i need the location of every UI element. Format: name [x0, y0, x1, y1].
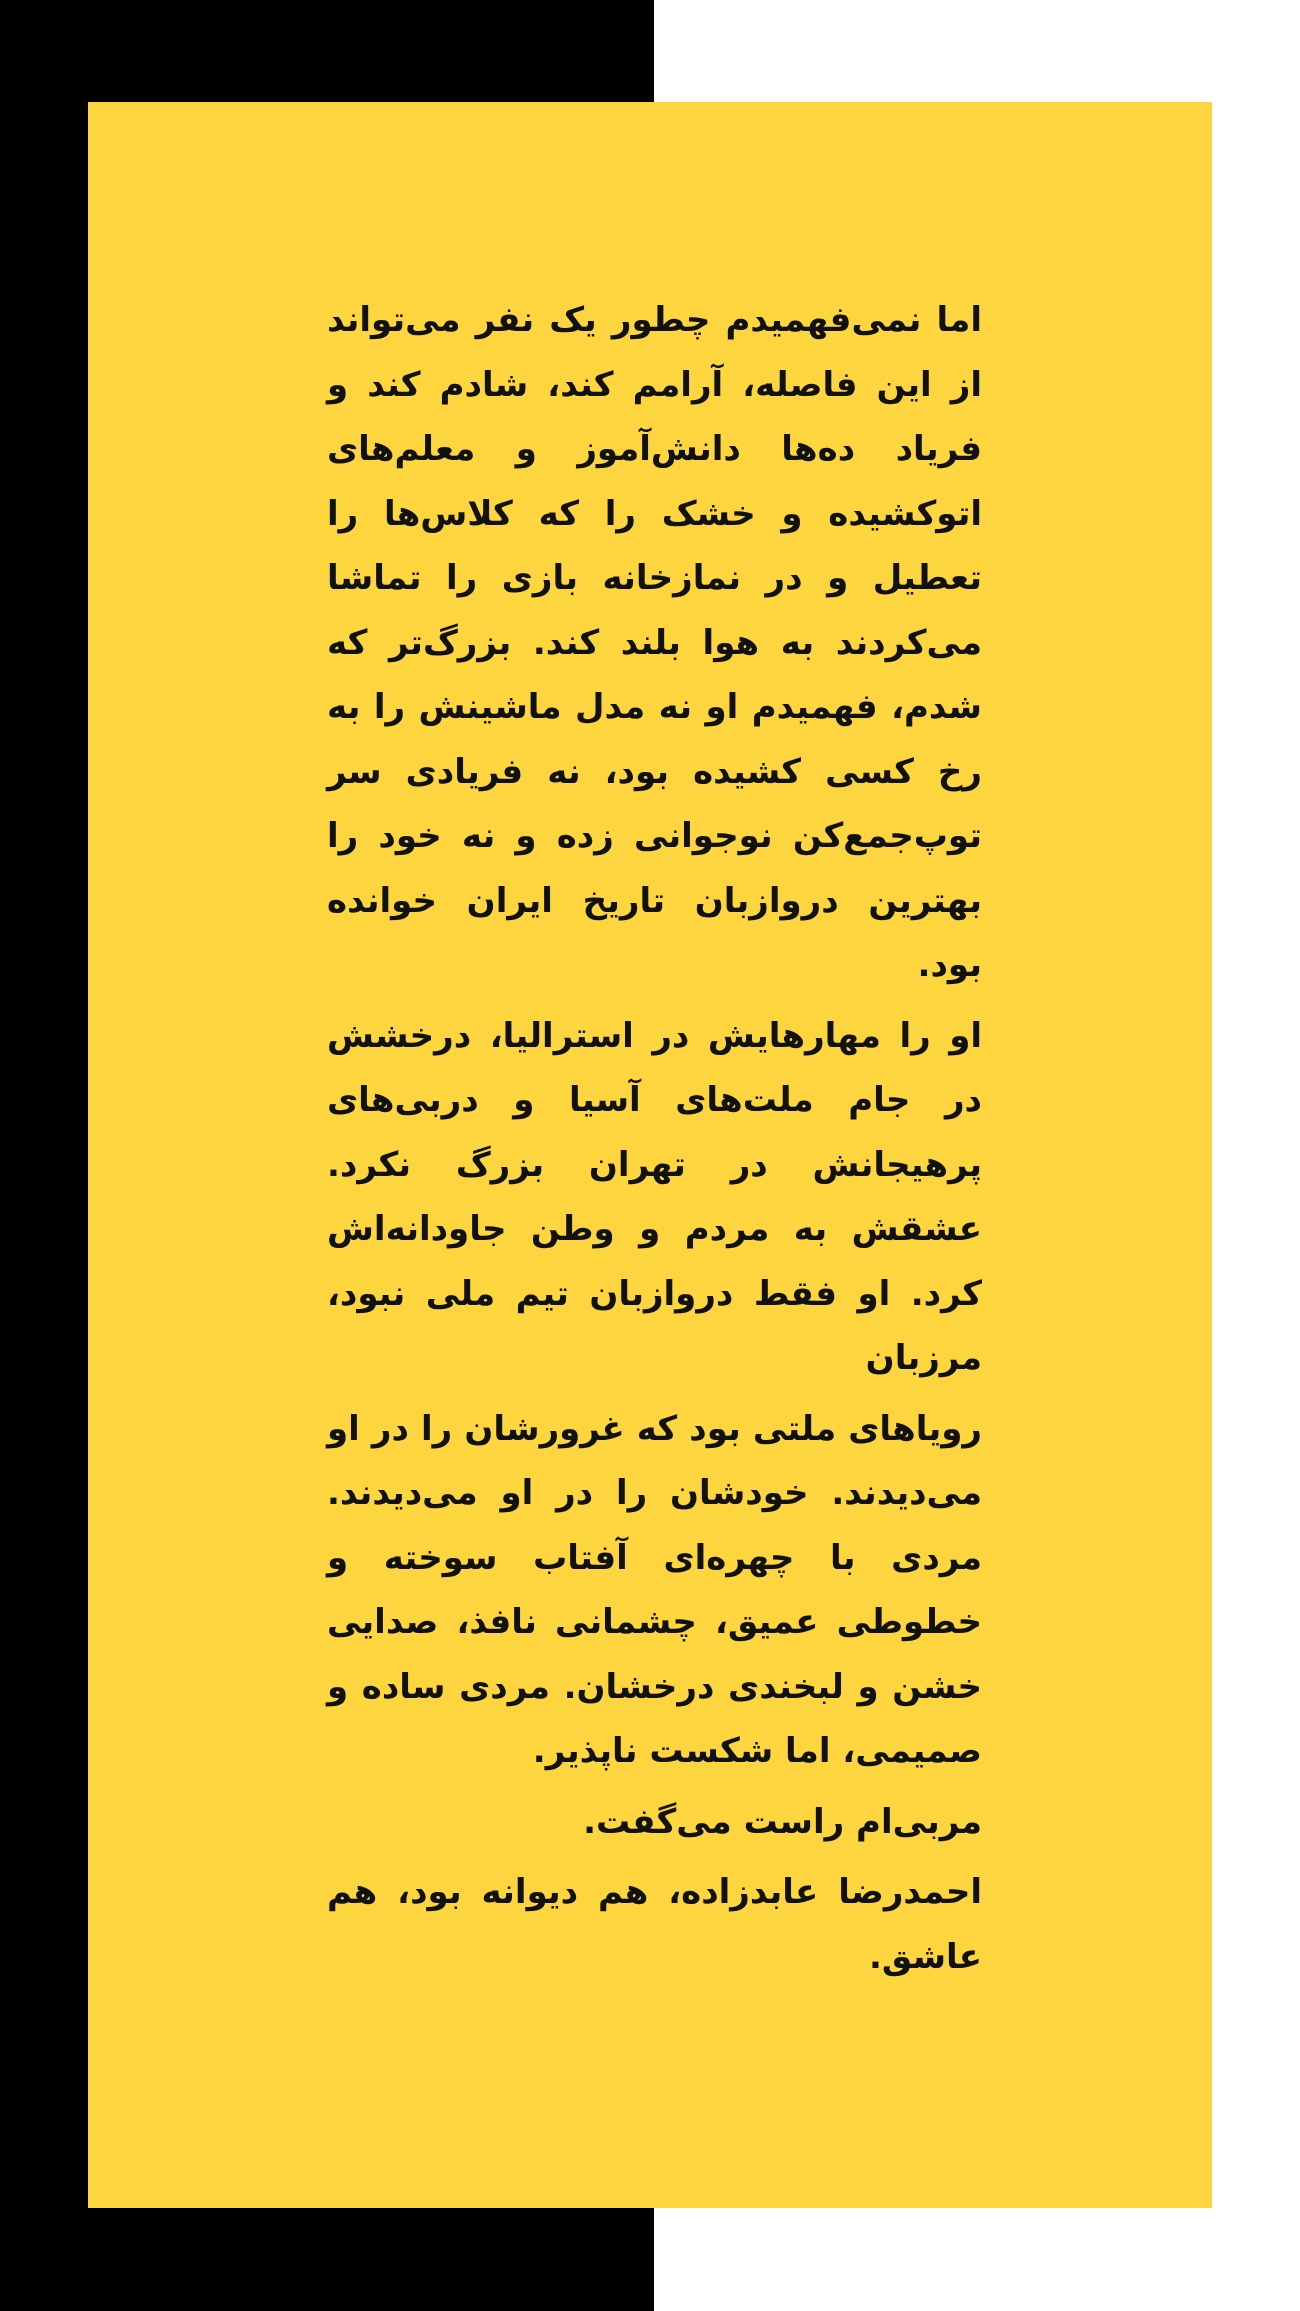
paragraph-2: او را مهارهایش در استرالیا، درخشش در جام ملت‌های آسیا و دربی‌های پرهیجانش در تهران بزرگ نکرد. عشقش به مردم و وطن جاودانه‌اش کرد. او فقط دروازبان تیم ملی نبود، مرزبان — [327, 1015, 982, 1378]
article-text — [327, 288, 982, 1995]
paragraph-1: اما نمی‌فهمیدم چطور یک نفر می‌تواند از این فاصله، آرامم کند، شادم کند و فریاد ده‌ها دانش‌آموز و معلم‌های اتوکشیده و خشک را که کلاس‌ها را تعطیل و در نمازخانه بازی را تماشا می‌کردند به هوا بلند کند. بزرگ‌تر که شدم، فهمیدم او نه مدل ماشینش را به رخ کسی کشیده بود، نه فریادی سر توپ‌جمع‌کن نوجوانی زده و نه خود را بهترین دروازبان تاریخ ایران خوانده بود. — [327, 300, 982, 985]
paragraph-4: مربی‌ام راست می‌گفت. — [583, 1801, 982, 1842]
paragraph-5: احمدرضا عابدزاده، هم دیوانه بود، هم عاشق. — [327, 1872, 982, 1977]
paragraph-3: رویاهای ملتی بود که غرورشان را در او می‌دیدند. خودشان را در او می‌دیدند. مردی با چهره‌ای آفتاب سوخته و خطوطی عمیق، چشمانی نافذ، صدایی خشن و لبخندی درخشان. مردی ساده و صمیمی، اما شکست ناپذیر. — [327, 1408, 982, 1771]
